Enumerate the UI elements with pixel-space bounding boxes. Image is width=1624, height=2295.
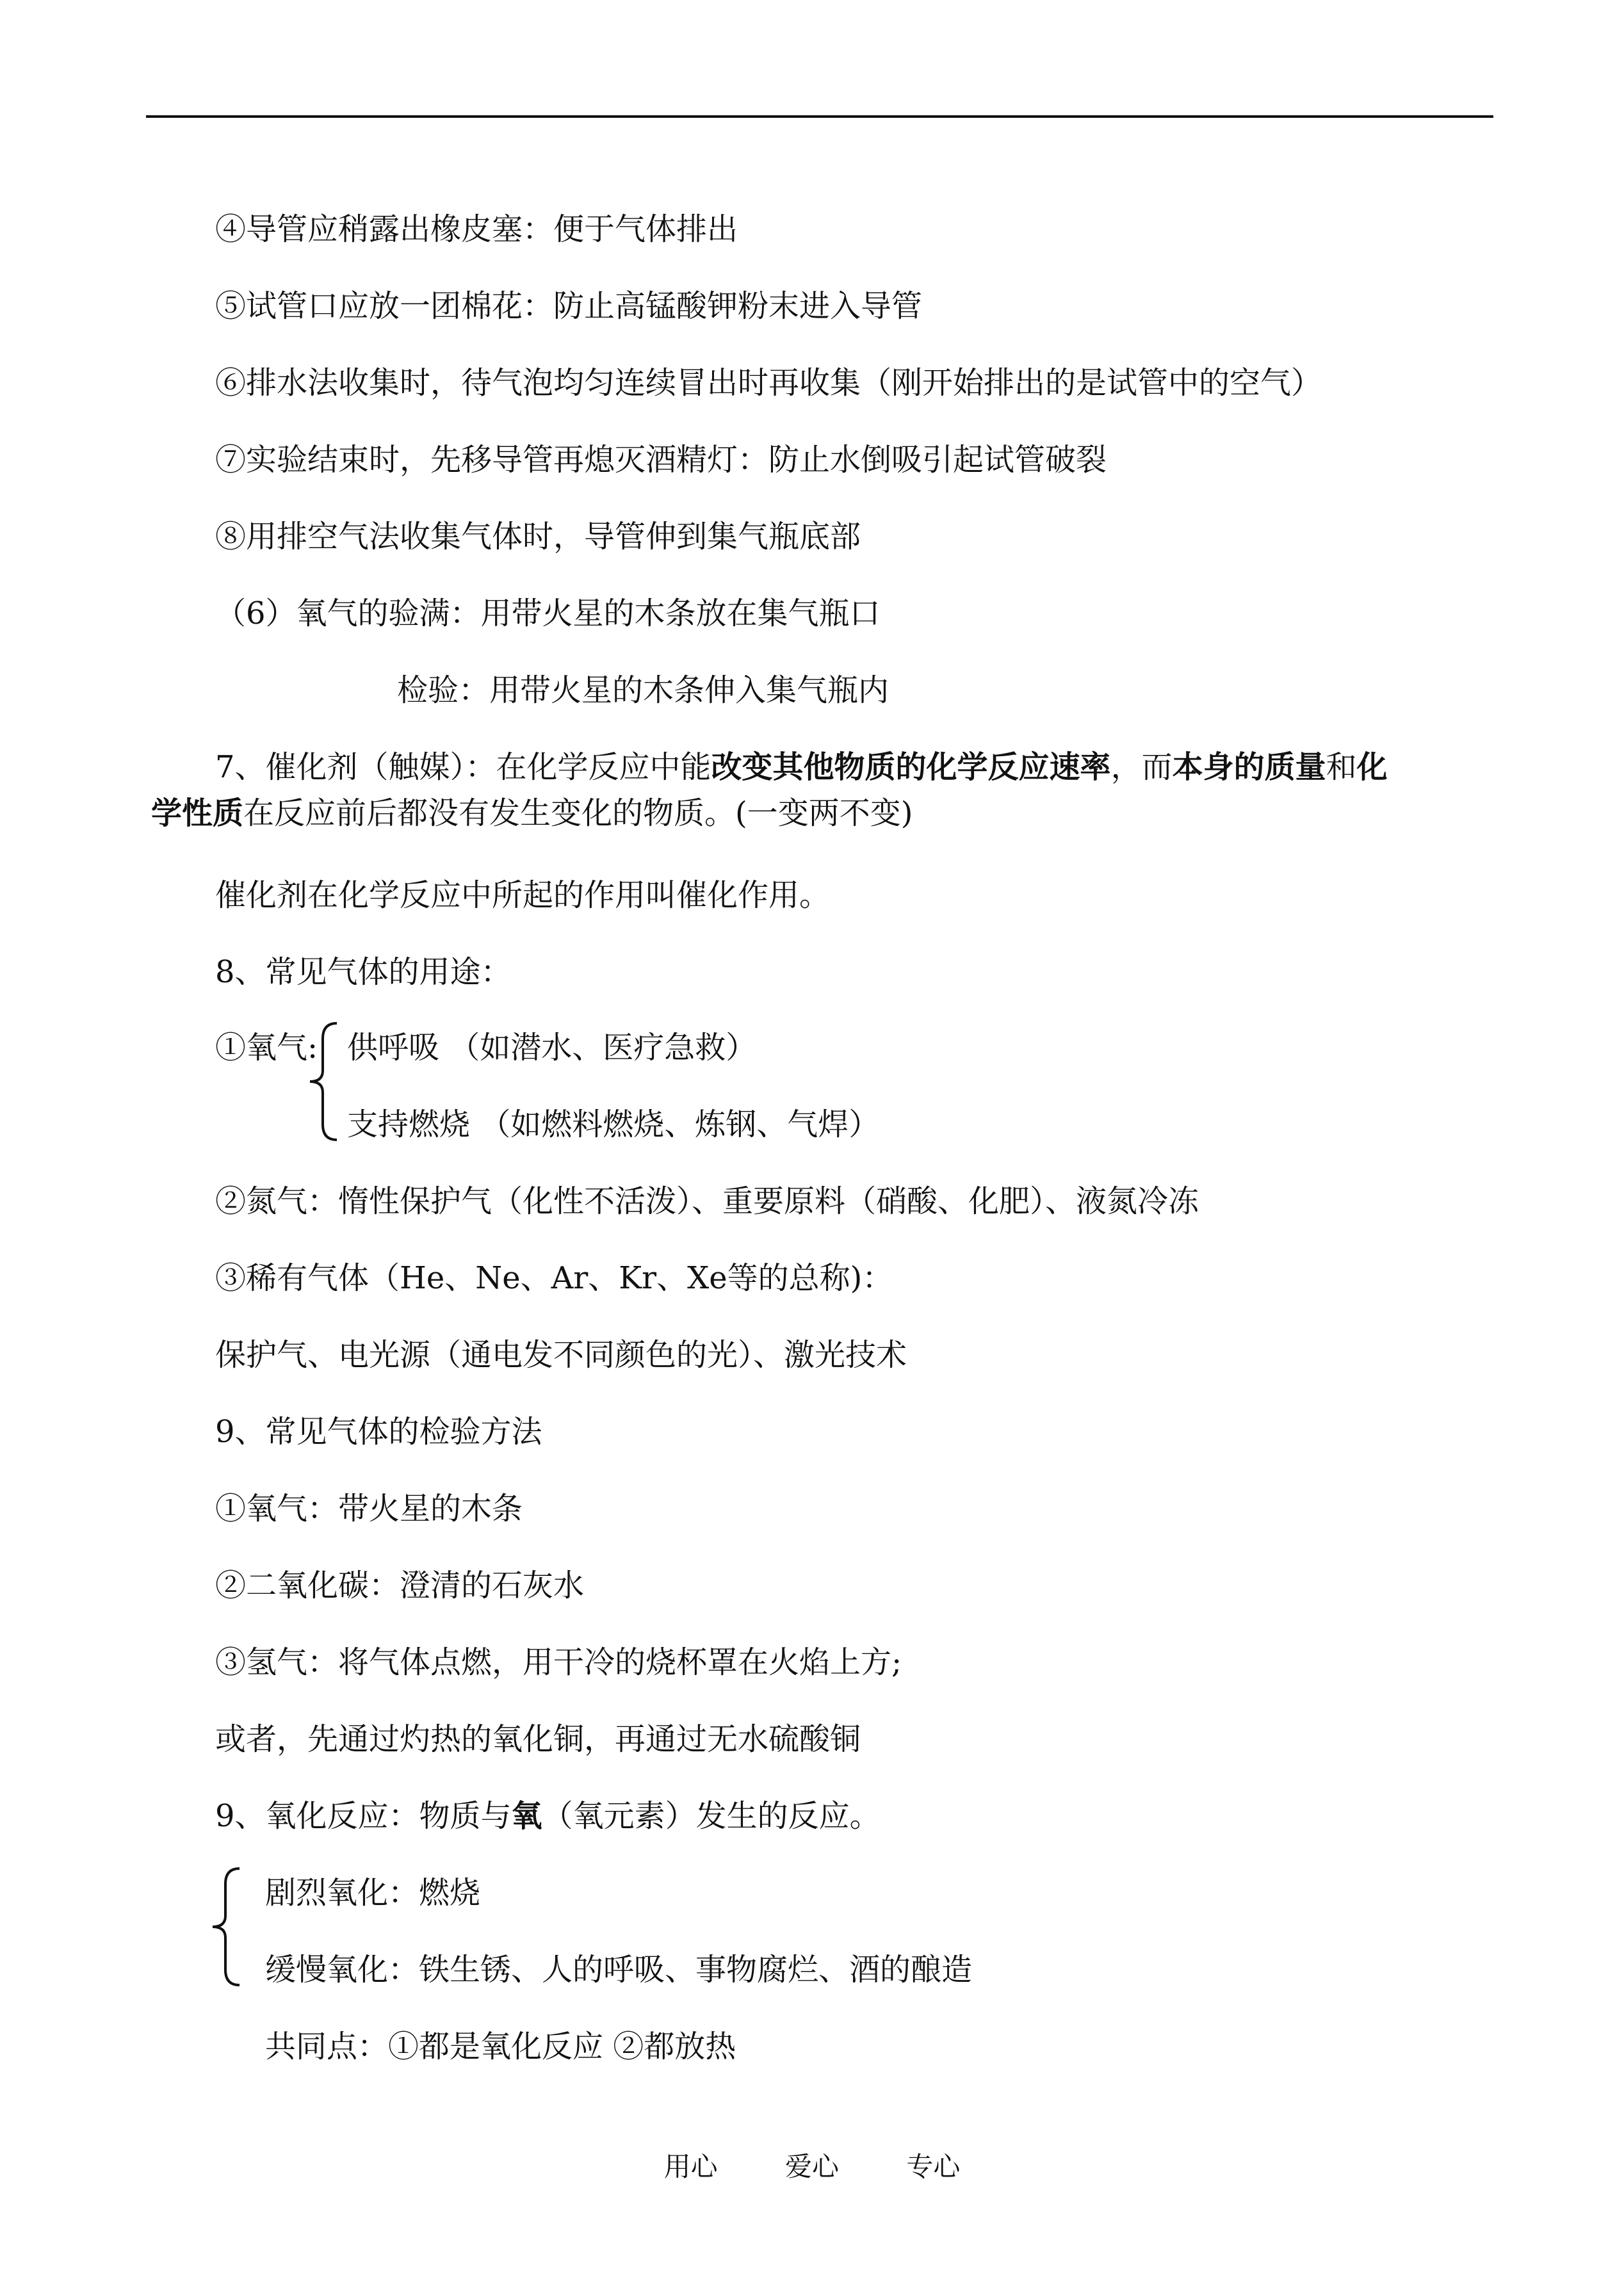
- uses-heading: 8、常见气体的用途：: [215, 954, 512, 990]
- catalyst-text-3: 和: [1326, 749, 1357, 785]
- text-line-3: ⑥排水法收集时，待气泡均匀连续冒出时再收集（刚开始排出的是试管中的空气）: [215, 365, 1322, 401]
- hydrogen-alt-method: 或者，先通过灼热的氧化铜，再通过无水硫酸铜: [215, 1721, 861, 1757]
- catalyst-bold-3a: 化: [1356, 749, 1388, 785]
- oxygen-full-check: （6）氧气的验满：用带火星的木条放在集气瓶口: [215, 596, 881, 631]
- oxidation-heading: [215, 1797, 881, 1835]
- oxygen-uses-label: ①氧气:: [215, 1030, 318, 1066]
- catalyst-bold-2: 本身的质量: [1172, 749, 1326, 785]
- header-rule: [146, 115, 1493, 118]
- footer-item: 用心: [663, 2151, 718, 2182]
- oxygen-use-breathing: 供呼吸 （如潜水、医疗急救）: [347, 1030, 757, 1066]
- catalyst-text-1: 7、催化剂（触媒）：在化学反应中能: [215, 749, 711, 785]
- catalyst-bold-3b: 学性质: [151, 795, 244, 831]
- oxygen-use-combustion: 支持燃烧 （如燃料燃烧、炼钢、气焊）: [347, 1107, 880, 1142]
- oxygen-test-method: ①氧气：带火星的木条: [215, 1491, 523, 1527]
- text-line-2: ⑤试管口应放一团棉花：防止高锰酸钾粉末进入导管: [215, 288, 923, 324]
- catalyst-effect: 催化剂在化学反应中所起的作用叫催化作用。: [215, 877, 831, 913]
- co2-test-method: ②二氧化碳：澄清的石灰水: [215, 1568, 585, 1603]
- brace-icon: [306, 1021, 345, 1142]
- brace-icon: [209, 1866, 247, 1988]
- catalyst-bold-1: 改变其他物质的化学反应速率: [711, 749, 1111, 785]
- slow-oxidation: 缓慢氧化：铁生锈、人的呼吸、事物腐烂、酒的酿造: [265, 1952, 973, 1988]
- noble-gas-heading: ③稀有气体（He、Ne、Ar、Kr、Xe等的总称)：: [215, 1260, 893, 1296]
- text-line-4: ⑦实验结束时，先移导管再熄灭酒精灯：防止水倒吸引起试管破裂: [215, 442, 1107, 478]
- oxidation-bold: 氧: [511, 1798, 542, 1834]
- noble-gas-uses: 保护气、电光源（通电发不同颜色的光）、激光技术: [215, 1337, 907, 1373]
- oxidation-text-c: （氧元素）发生的反应。: [542, 1798, 881, 1834]
- footer-item: 专心: [906, 2151, 961, 2182]
- text-line-1: ④导管应稍露出橡皮塞：便于气体排出: [215, 211, 738, 247]
- catalyst-definition-line-2: [151, 794, 913, 832]
- page-footer: [0, 2149, 1624, 2185]
- oxygen-test: 检验：用带火星的木条伸入集气瓶内: [397, 672, 889, 708]
- footer-item: 爱心: [784, 2151, 839, 2182]
- tests-heading: 9、常见气体的检验方法: [215, 1414, 542, 1450]
- hydrogen-test-method: ③氢气：将气体点燃，用干冷的烧杯罩在火焰上方;: [215, 1644, 902, 1680]
- text-line-5: ⑧用排空气法收集气体时，导管伸到集气瓶底部: [215, 519, 861, 555]
- fast-oxidation: 剧烈氧化：燃烧: [265, 1875, 481, 1911]
- oxidation-text-a: 9、氧化反应：物质与: [215, 1798, 512, 1834]
- catalyst-definition-line-1: [215, 748, 1388, 786]
- catalyst-text-2: ，而: [1110, 749, 1173, 785]
- nitrogen-uses: ②氮气：惰性保护气（化性不活泼）、重要原料（硝酸、化肥）、液氮冷冻: [215, 1183, 1199, 1219]
- oxidation-common: 共同点：①都是氧化反应 ②都放热: [265, 2029, 736, 2064]
- catalyst-text-4: 在反应前后都没有发生变化的物质。(一变两不变): [243, 795, 913, 831]
